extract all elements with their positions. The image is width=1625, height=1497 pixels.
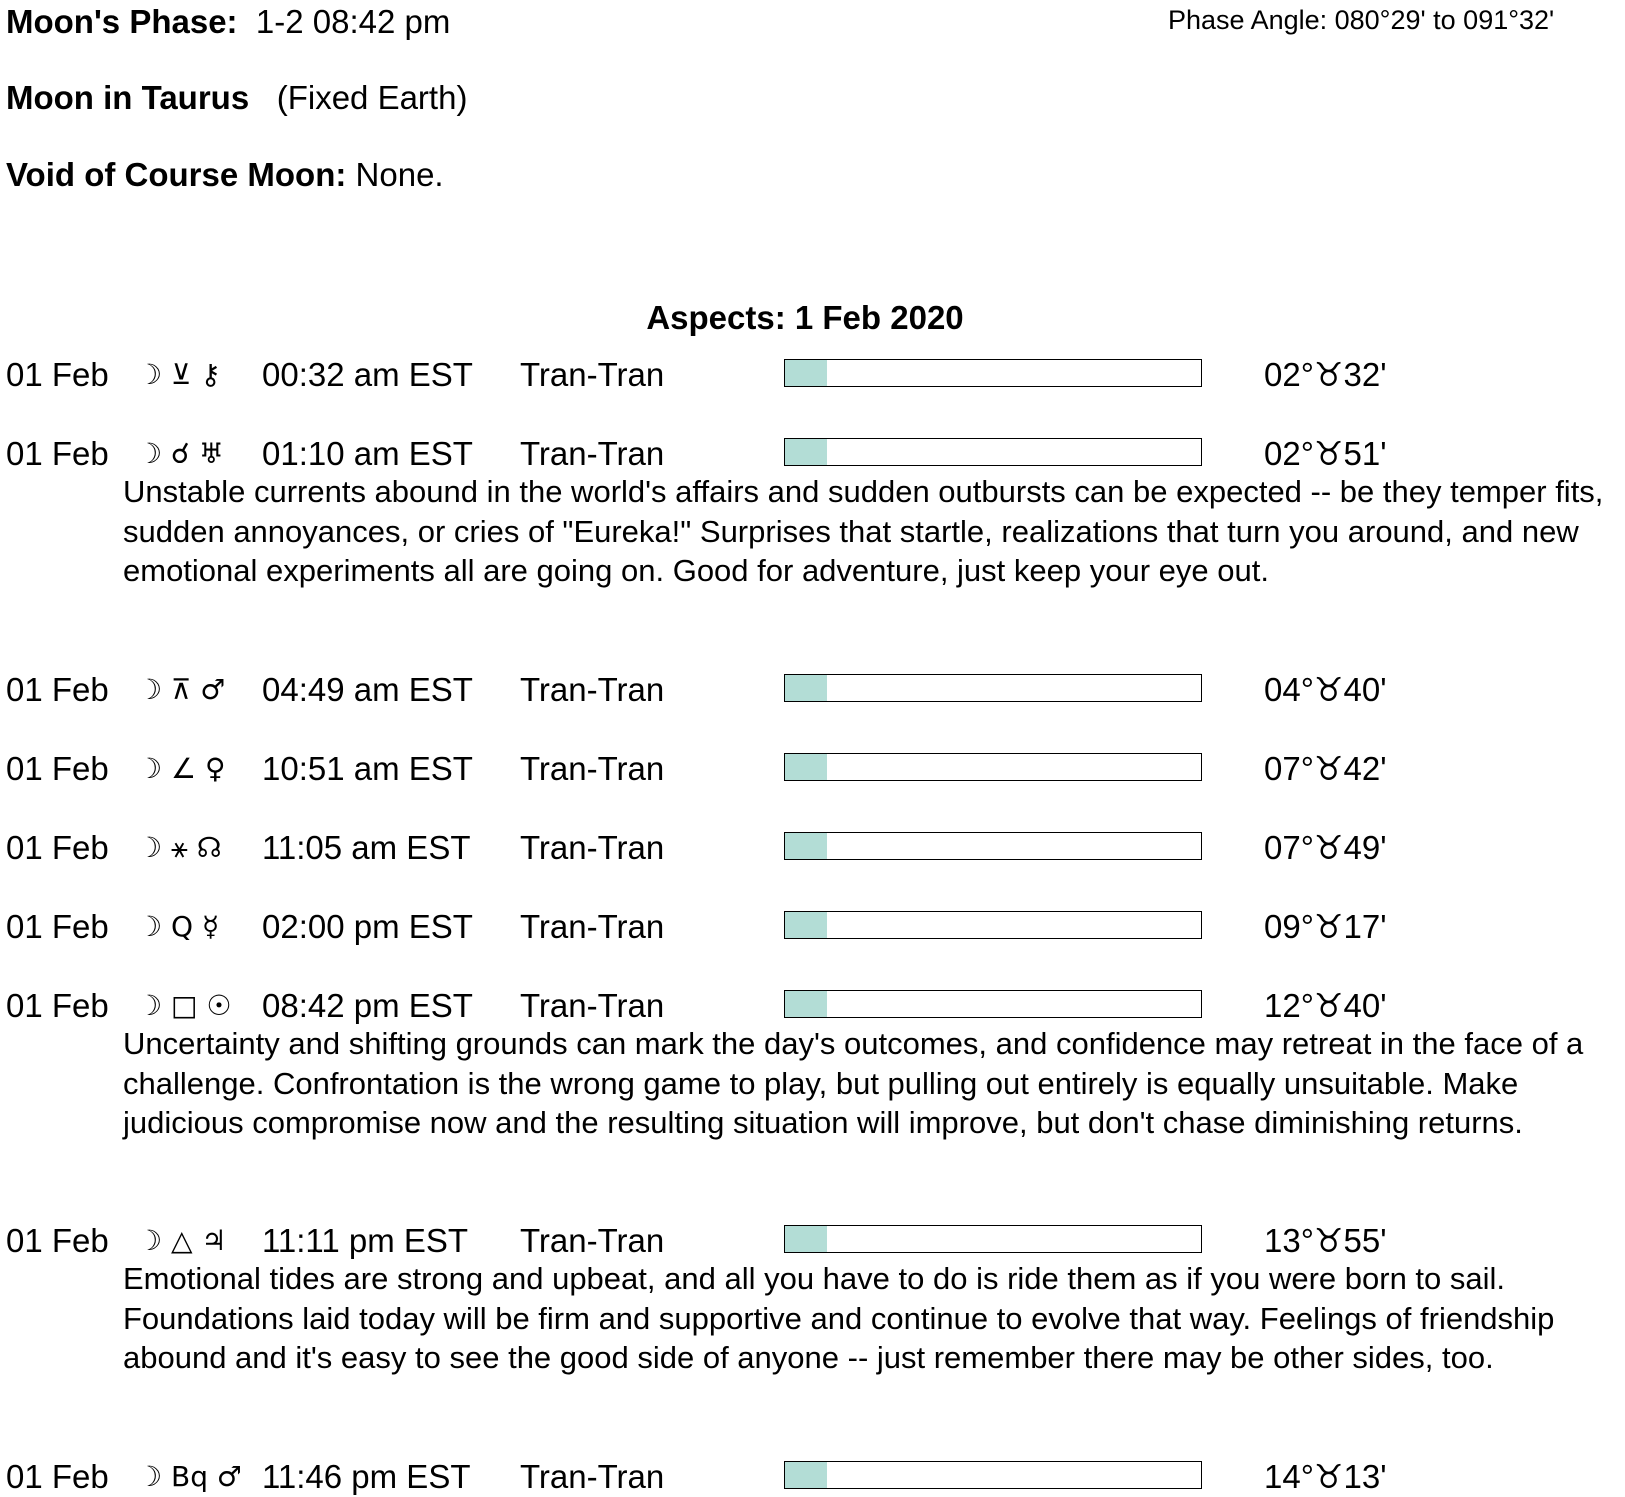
aspect-type: Tran-Tran [520, 987, 665, 1024]
aspect-type: Tran-Tran [520, 750, 665, 787]
aspect-time: 04:49 am EST [262, 671, 473, 708]
aspect-time: 11:05 am EST [262, 829, 471, 866]
moon-phase-label: Moon's Phase: [6, 3, 238, 40]
aspect-time: 11:11 pm EST [262, 1222, 469, 1259]
voc-label: Void of Course Moon: [6, 156, 347, 193]
aspect-position: 13°♉55' [1264, 1222, 1387, 1259]
aspect-row [0, 670, 1625, 710]
aspect-date: 01 Feb [6, 356, 109, 393]
aspect-strength-bar [784, 1225, 1202, 1253]
aspect-strength-fill [785, 1462, 827, 1488]
aspect-position: 02°♉32' [1264, 356, 1387, 393]
aspect-strength-bar [784, 359, 1202, 387]
aspect-row [0, 986, 1625, 1026]
aspect-glyphs: ☽ Bq ♂ [137, 1460, 242, 1493]
aspect-date: 01 Feb [6, 750, 109, 787]
aspect-position: 12°♉40' [1264, 987, 1387, 1024]
moon-sign-label: Moon in Taurus [6, 79, 250, 116]
aspect-description: Unstable currents abound in the world's affairs and sudden outbursts can be expected -- be they temper fits, sudden annoyances, or cries of "Eureka!" Surprises that startle, realizations that turn you around, and new emotional experiments all are going on. Good for adventure, just keep your eye out. [123, 474, 1604, 588]
aspect-time: 00:32 am EST [262, 356, 473, 393]
aspect-glyphs: ☽ ⊼ ♂ [137, 673, 226, 706]
aspect-date: 01 Feb [6, 1222, 109, 1259]
aspect-row [0, 1457, 1625, 1497]
aspect-row [0, 749, 1625, 789]
aspect-glyphs: ☽ ∠ ♀ [137, 752, 226, 785]
moon-sign-line [6, 78, 467, 118]
aspect-strength-fill [785, 754, 827, 780]
aspect-strength-bar [784, 753, 1202, 781]
aspect-position: 04°♉40' [1264, 671, 1387, 708]
aspect-strength-bar [784, 1461, 1202, 1489]
aspect-strength-bar [784, 674, 1202, 702]
aspect-row [0, 907, 1625, 947]
aspect-glyphs: ☽ ⚹ ☊ [137, 831, 222, 864]
aspect-row [0, 434, 1625, 474]
aspect-date: 01 Feb [6, 435, 109, 472]
aspect-glyphs: ☽ Q ☿ [137, 910, 220, 943]
aspect-time: 08:42 pm EST [262, 987, 473, 1024]
moon-sign-quality: (Fixed Earth) [276, 79, 468, 116]
aspect-strength-fill [785, 675, 827, 701]
moon-phase-line [6, 2, 450, 42]
aspect-strength-fill [785, 360, 827, 386]
aspect-strength-fill [785, 991, 827, 1017]
voc-value: None. [355, 156, 444, 193]
aspect-position: 07°♉42' [1264, 750, 1387, 787]
void-of-course-line [6, 155, 444, 195]
aspect-time: 10:51 am EST [262, 750, 473, 787]
aspect-time: 01:10 am EST [262, 435, 473, 472]
aspects-title: Aspects: 1 Feb 2020 [646, 299, 964, 336]
aspect-type: Tran-Tran [520, 829, 665, 866]
aspect-position: 02°♉51' [1264, 435, 1387, 472]
aspect-type: Tran-Tran [520, 435, 665, 472]
aspect-description: Uncertainty and shifting grounds can mark the day's outcomes, and confidence may retreat in the face of a challenge. Confrontation is the wrong game to play, but pulling out entirely is equally unsuitable. Make judicious compromise now and the resulting situation will improve, but don't chase diminishing returns. [123, 1026, 1584, 1140]
aspect-strength-bar [784, 990, 1202, 1018]
aspect-strength-fill [785, 1226, 827, 1252]
aspect-strength-fill [785, 833, 827, 859]
aspect-time: 11:46 pm EST [262, 1458, 471, 1495]
aspect-row [0, 355, 1625, 395]
aspect-strength-bar [784, 438, 1202, 466]
aspect-glyphs: ☽ △ ♃ [137, 1224, 227, 1257]
aspect-glyphs: ☽ ⊻ ⚷ [137, 358, 221, 391]
aspect-time: 02:00 pm EST [262, 908, 473, 945]
phase-angle: Phase Angle: 080°29' to 091°32' [1168, 5, 1555, 35]
aspect-strength-fill [785, 439, 827, 465]
aspect-strength-fill [785, 912, 827, 938]
aspect-type: Tran-Tran [520, 671, 665, 708]
aspect-date: 01 Feb [6, 671, 109, 708]
aspect-glyphs: ☽ □ ☉ [137, 989, 232, 1022]
aspect-date: 01 Feb [6, 829, 109, 866]
aspect-date: 01 Feb [6, 1458, 109, 1495]
aspect-type: Tran-Tran [520, 356, 665, 393]
aspect-position: 09°♉17' [1264, 908, 1387, 945]
aspect-row [0, 1221, 1625, 1261]
aspect-strength-bar [784, 911, 1202, 939]
aspect-position: 14°♉13' [1264, 1458, 1387, 1495]
aspect-row [0, 828, 1625, 868]
aspect-strength-bar [784, 832, 1202, 860]
aspect-position: 07°♉49' [1264, 829, 1387, 866]
aspect-glyphs: ☽ ☌ ♅ [137, 437, 224, 470]
aspect-type: Tran-Tran [520, 908, 665, 945]
aspect-date: 01 Feb [6, 908, 109, 945]
aspect-type: Tran-Tran [520, 1458, 665, 1495]
moon-phase-value: 1-2 08:42 pm [255, 3, 451, 40]
aspect-type: Tran-Tran [520, 1222, 665, 1259]
aspect-description: Emotional tides are strong and upbeat, and all you have to do is ride them as if you were born to sail. Foundations laid today will be firm and supportive and continue to evolve that way. Feelings of friendship abound and it's easy to see the good side of anyone -- just remember there may be other sides, too. [123, 1261, 1555, 1375]
aspect-date: 01 Feb [6, 987, 109, 1024]
